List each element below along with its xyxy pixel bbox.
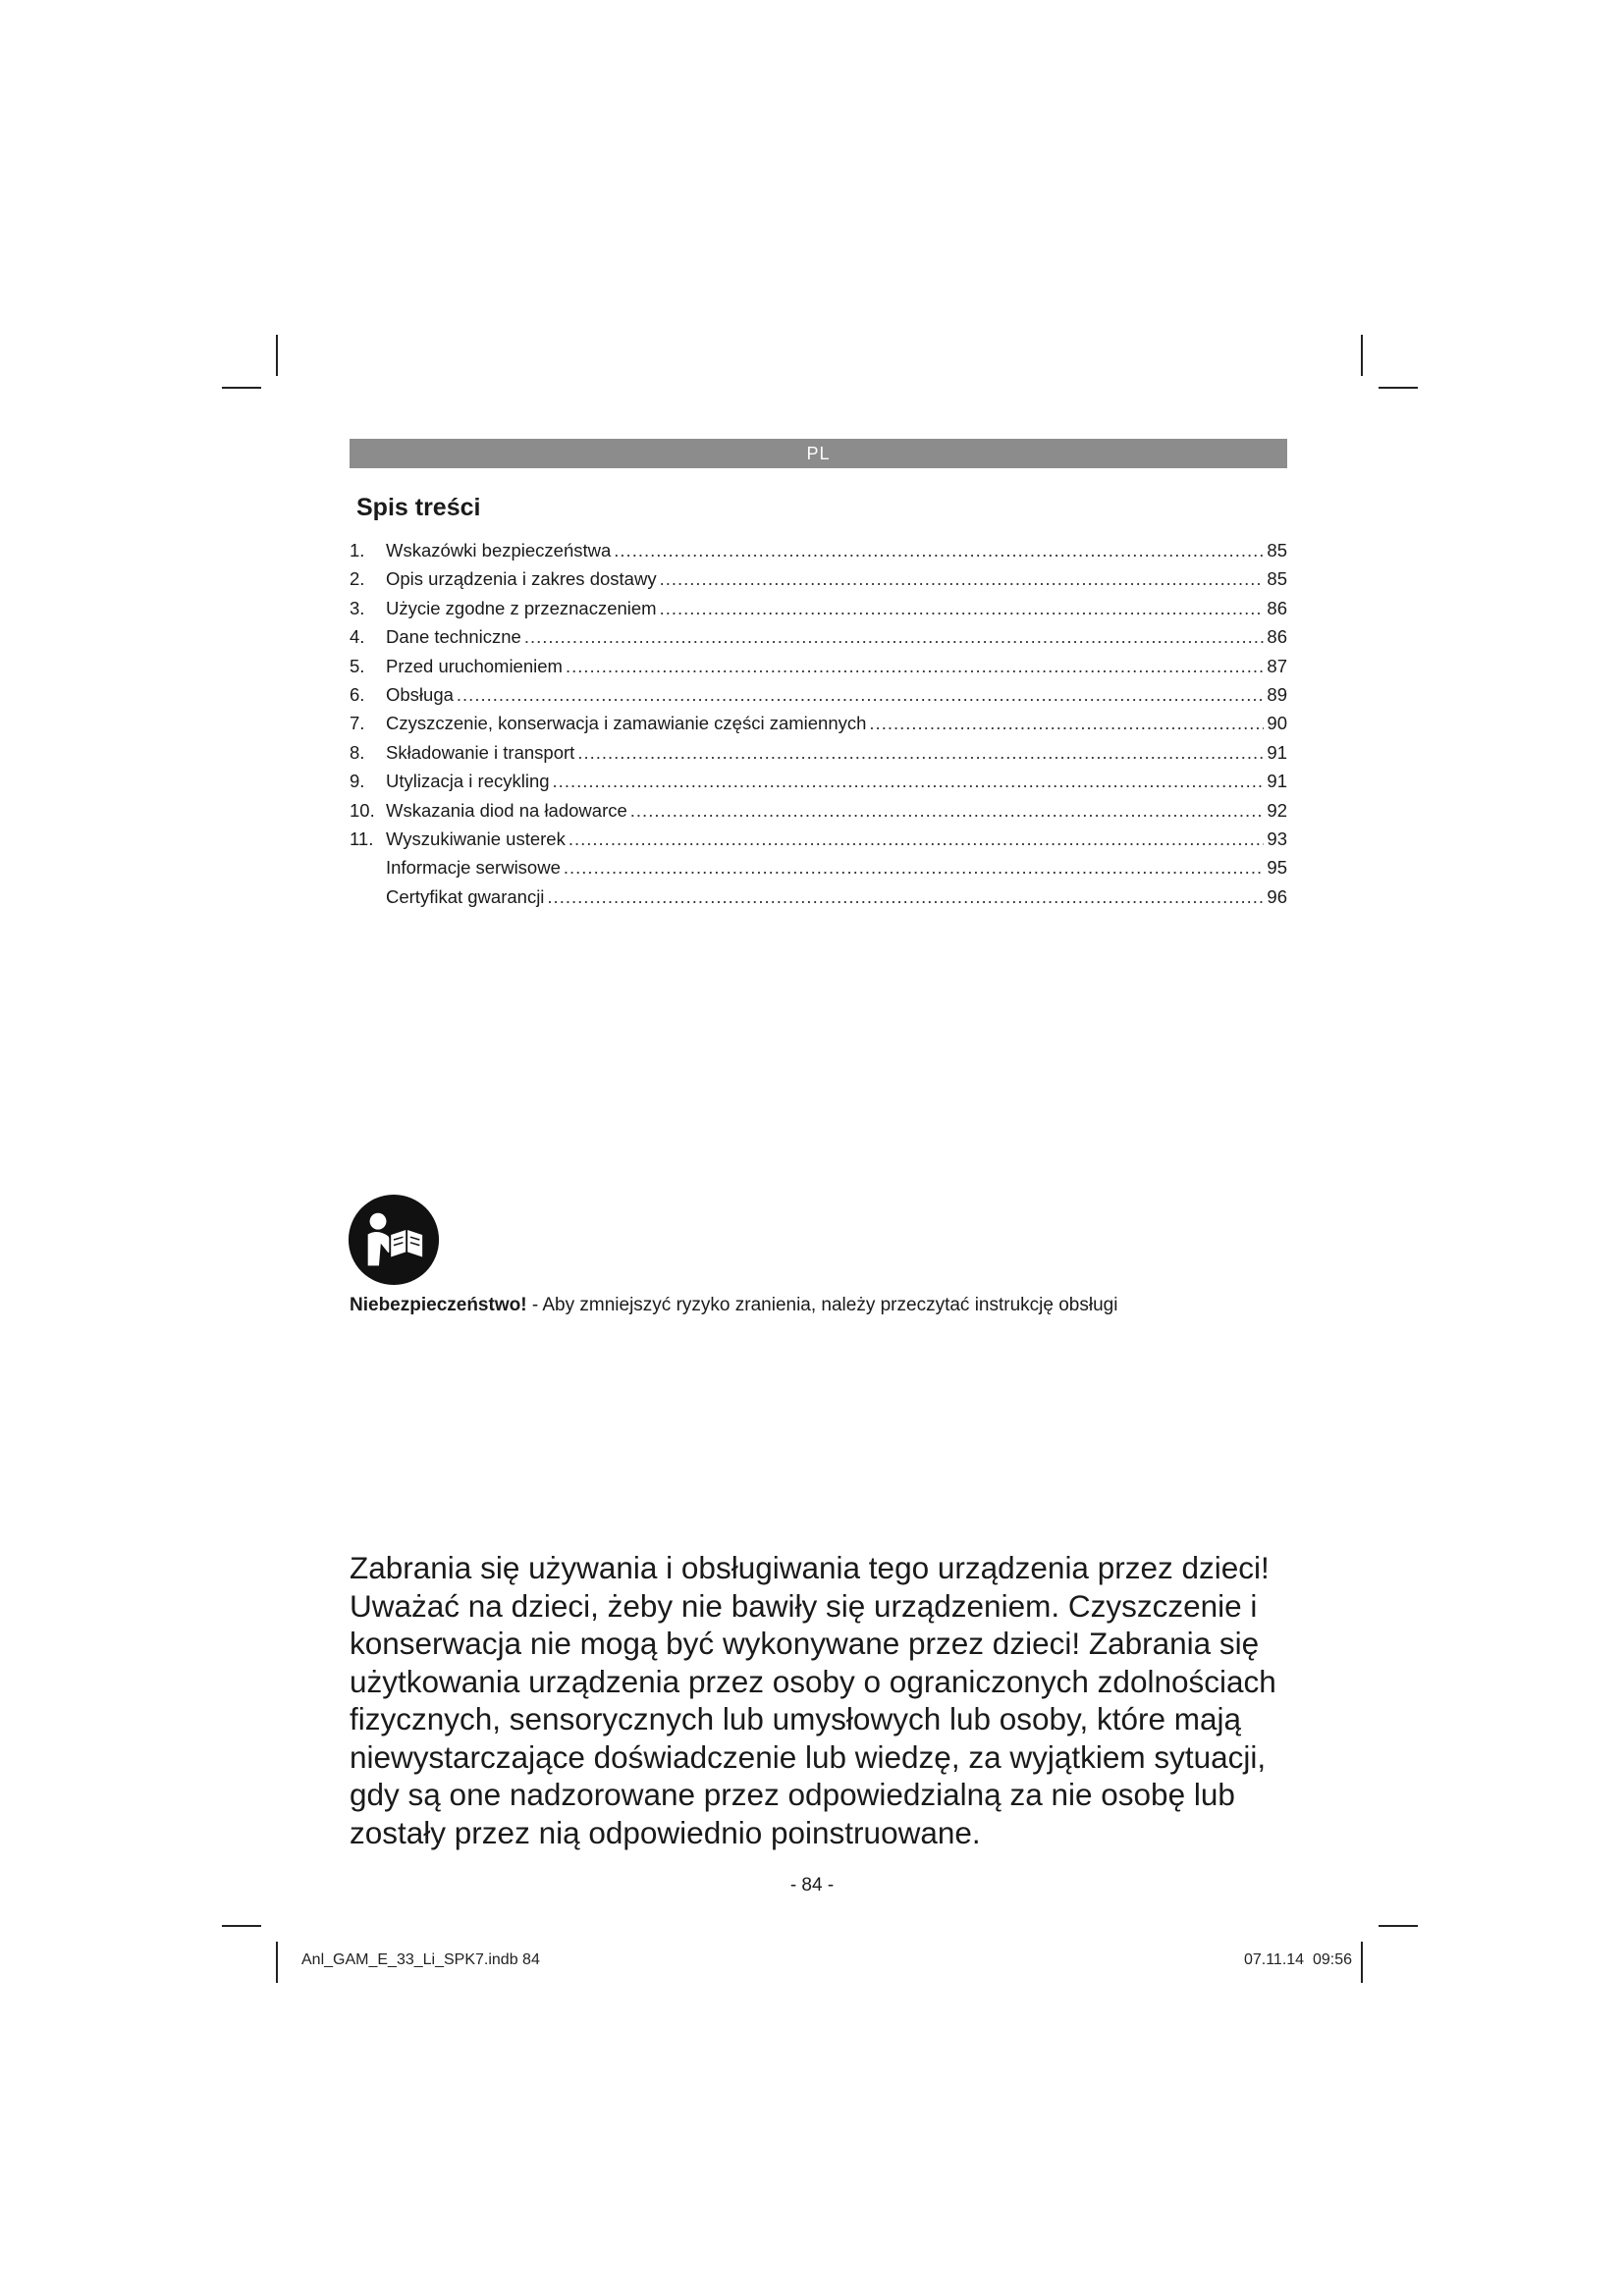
toc-entry-title: Wyszukiwanie usterek	[386, 828, 566, 849]
toc-entry-title: Składowanie i transport	[386, 741, 575, 763]
toc-entry-number: 10.	[350, 799, 375, 821]
footer-date: 07.11.14	[1243, 1951, 1305, 1968]
toc-entry-page: 86	[1267, 597, 1287, 618]
crop-mark	[1379, 1925, 1418, 1927]
children-notice: Zabrania się używania i obsługiwania tego urządzenia przez dzieci! Uważać na dzieci, żeby nie bawiły się urządzeniem. Czyszczenie i konserwacja nie mogą być wykonywane przez dzieci! Zabrania się użytkowania urządzenia przez osoby o ograniczonych zdolnościach fizycznych, sensorycznych lub umysłowych lub osoby, które mają niewystarczające doświadczenie lub wiedzę, za wyjątkiem sytuacji, gdy są one nadzorowane przez odpowiedzialną za nie osobę lub zostały przez nią odpowiednio poinstruowane.	[350, 1550, 1276, 1850]
toc-entry-page: 93	[1267, 828, 1287, 849]
toc-entry-title: Utylizacja i recykling	[386, 771, 550, 792]
toc-entry	[350, 825, 1287, 853]
toc-entry-title: Dane techniczne	[386, 626, 521, 648]
toc-entry-page: 90	[1267, 713, 1287, 734]
warning-label: Niebezpieczeństwo!	[350, 1295, 527, 1315]
crop-mark	[1379, 387, 1418, 389]
toc-entry-number: 11.	[350, 828, 374, 849]
toc-entry-title: Informacje serwisowe	[386, 857, 561, 879]
toc-dot-leader	[630, 796, 1265, 825]
safety-warning	[350, 1293, 1292, 1318]
toc-entry-title: Wskazówki bezpieczeństwa	[386, 540, 612, 561]
toc-entry	[350, 594, 1287, 622]
toc-entry-number: 6.	[350, 683, 365, 705]
toc-entry-page: 92	[1267, 799, 1287, 821]
toc-entry-number: 8.	[350, 741, 365, 763]
toc-dot-leader	[660, 564, 1265, 593]
crop-mark	[1361, 1942, 1363, 1983]
toc-entry-number: 7.	[350, 713, 365, 734]
toc-entry-page: 87	[1267, 655, 1287, 676]
toc-entry	[350, 738, 1287, 767]
toc-dot-leader	[547, 882, 1264, 911]
toc-entry-page: 85	[1267, 568, 1287, 590]
toc-entry-number: 2.	[350, 568, 365, 590]
toc-entry-number: 4.	[350, 626, 365, 648]
toc-entry-title: Przed uruchomieniem	[386, 655, 563, 676]
toc-entry-page: 85	[1267, 540, 1287, 561]
crop-mark	[222, 387, 261, 389]
toc-dot-leader	[564, 853, 1265, 881]
footer-time: 09:56	[1312, 1951, 1352, 1968]
toc-entry-page: 91	[1267, 771, 1287, 792]
toc-dot-leader	[614, 536, 1264, 564]
crop-mark	[1361, 335, 1363, 376]
toc-entry-title: Obsługa	[386, 683, 454, 705]
toc-entry	[350, 796, 1287, 825]
toc-dot-leader	[457, 680, 1265, 709]
toc-entry-number: 3.	[350, 597, 365, 618]
toc-dot-leader	[553, 767, 1265, 795]
toc-entry	[350, 853, 1287, 881]
footer-timestamp	[1229, 1951, 1352, 1969]
crop-mark	[276, 1942, 278, 1983]
page-number: - 84 -	[789, 1875, 835, 1896]
toc-entry-title: Opis urządzenia i zakres dostawy	[386, 568, 657, 590]
toc-entry-page: 96	[1267, 885, 1287, 907]
toc-entry	[350, 767, 1287, 795]
toc-dot-leader	[577, 738, 1264, 767]
toc-dot-leader	[524, 622, 1265, 651]
toc-entry-page: 89	[1267, 683, 1287, 705]
toc-dot-leader	[869, 709, 1264, 737]
toc-entry-title: Czyszczenie, konserwacja i zamawianie części zamiennych	[386, 713, 867, 734]
toc-entry	[350, 564, 1287, 593]
toc-entry	[350, 680, 1287, 709]
toc-entry	[350, 709, 1287, 737]
warning-text: - Aby zmniejszyć ryzyko zranienia, należy przeczytać instrukcję obsługi	[526, 1295, 1118, 1315]
crop-mark	[222, 1925, 261, 1927]
language-header-bar: PL	[350, 439, 1287, 468]
toc-dot-leader	[566, 652, 1264, 680]
toc-entry	[350, 882, 1287, 911]
footer-file-info: Anl_GAM_E_33_Li_SPK7.indb 84	[301, 1951, 540, 1968]
toc-entry	[350, 536, 1287, 564]
toc-entry-number: 1.	[350, 540, 365, 561]
toc-entry-number: 5.	[350, 655, 365, 676]
table-of-contents	[350, 536, 1287, 911]
toc-entry	[350, 622, 1287, 651]
toc-title: Spis treści	[356, 494, 481, 521]
toc-entry-page: 86	[1267, 626, 1287, 648]
toc-entry-page: 95	[1267, 857, 1287, 879]
toc-entry-title: Użycie zgodne z przeznaczeniem	[386, 597, 657, 618]
crop-mark	[276, 335, 278, 376]
read-manual-icon	[348, 1194, 440, 1286]
toc-dot-leader	[660, 594, 1265, 622]
toc-entry-title: Wskazania diod na ładowarce	[386, 799, 627, 821]
toc-entry	[350, 652, 1287, 680]
toc-dot-leader	[568, 825, 1265, 853]
toc-entry-page: 91	[1267, 741, 1287, 763]
toc-entry-title: Certyfikat gwarancji	[386, 885, 545, 907]
toc-entry-number: 9.	[350, 771, 365, 792]
